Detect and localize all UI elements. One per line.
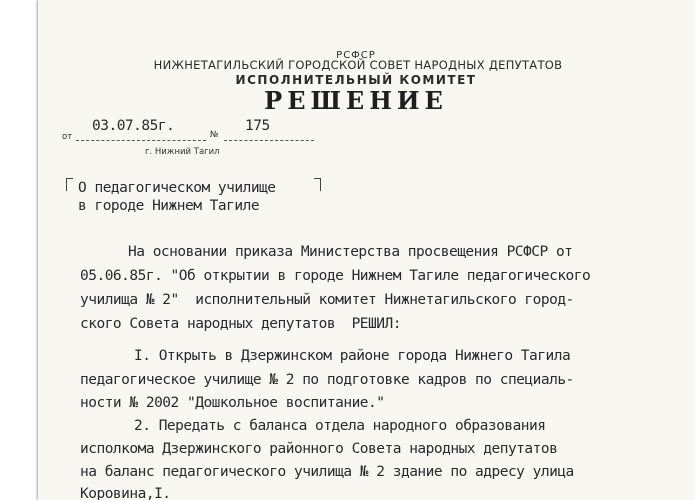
body-line-3: училища № 2" исполнительный комитет Нижнетагильского город- [80,292,574,308]
body-line-5: I. Открыть в Дзержинском районе города Нижнего Тагила [134,348,571,364]
city-label: г. Нижний Тагил [145,147,220,157]
body-line-2: 05.06.85г. "Об открытии в городе Нижнем Тагиле педагогического [80,268,591,284]
number-underline [224,140,314,141]
body-line-4: ского Совета народных депутатов РЕШИЛ: [80,316,401,332]
header-council: НИЖНЕТАГИЛЬСКИЙ ГОРОДСКОЙ СОВЕТ НАРОДНЫХ ДЕПУТАТОВ [153,58,563,72]
subject-line-1: О педагогическом училище [78,180,276,196]
body-line-9: исполкома Дзержинского районного Совета народных депутатов [80,441,558,457]
body-line-8: 2. Передать с баланса отдела народного образования [134,418,546,434]
number-label: № [210,130,219,140]
body-line-10: на баланс педагогического училища № 2 здание по адресу улица [80,464,574,480]
subject-line-2: в городе Нижнем Тагиле [78,198,260,214]
body-line-6: педагогическое училище № 2 по подготовке кадров по специаль- [80,372,574,388]
header-republic: РСФСР [336,50,376,61]
body-line-1: На основании приказа Министерства просвещения РСФСР от [128,244,573,260]
body-line-11: Коровина,I. [80,486,171,500]
header-committee: ИСПОЛНИТЕЛЬНЫЙ КОМИТЕТ [235,73,477,87]
body-line-7: ности № 2002 "Дошкольное воспитание." [80,395,385,411]
date-underline [76,140,206,141]
bracket-right [314,178,321,191]
document-page [38,0,694,500]
document-date: 03.07.85г. [92,118,175,134]
from-label: от [62,132,73,142]
document-title: РЕШЕНИЕ [264,86,448,115]
document-number: 175 [245,118,270,134]
bracket-left [66,178,73,191]
